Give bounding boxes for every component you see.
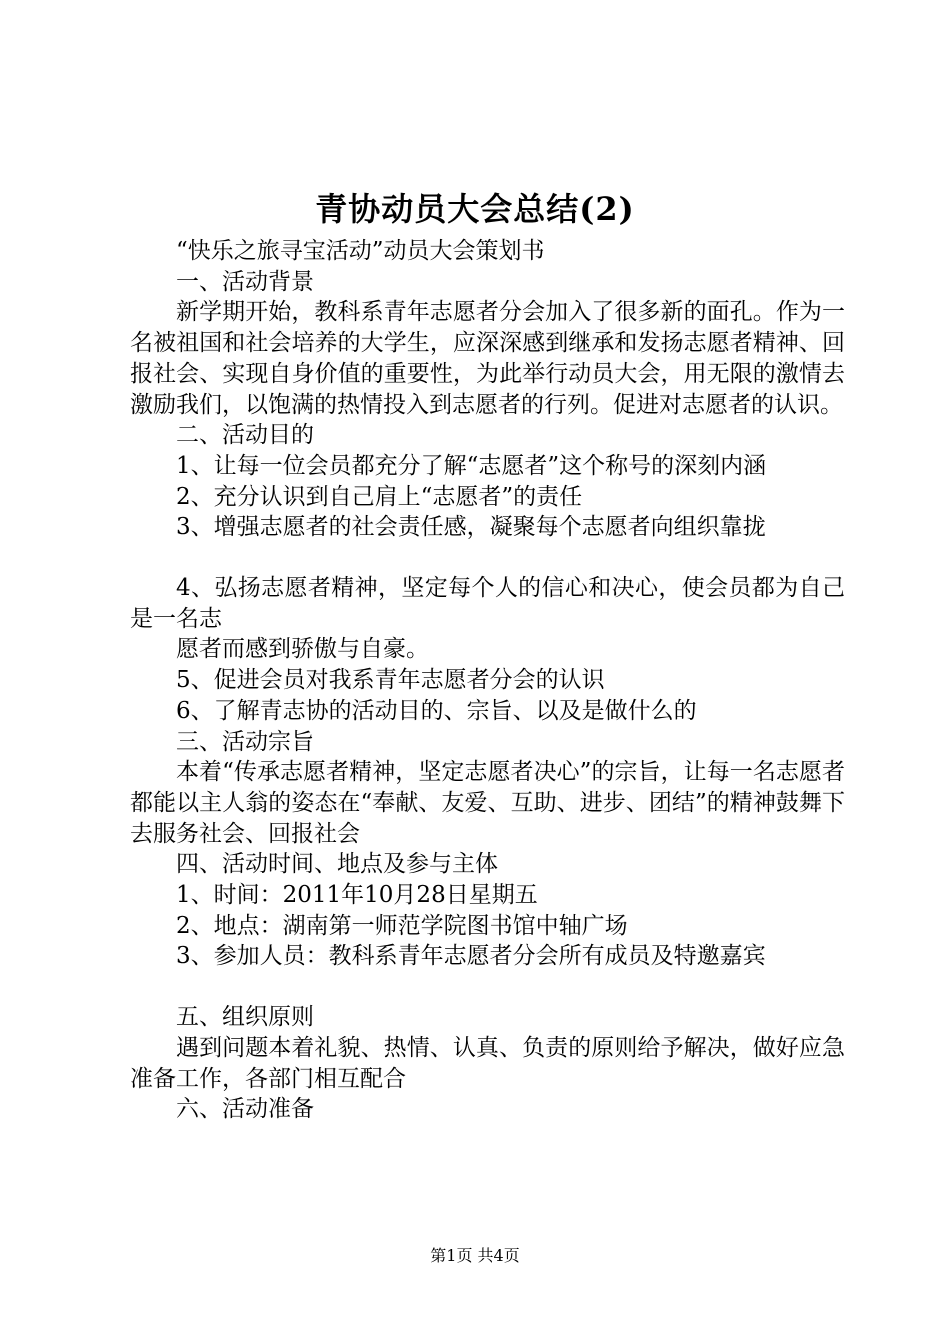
section-heading: 六、活动准备: [176, 1096, 314, 1123]
list-item: 5、促进会员对我系青年志愿者分会的认识: [176, 667, 605, 694]
list-item: 4、弘扬志愿者精神，坚定每个人的信心和决心，使会员都为自己是一名志: [130, 575, 845, 632]
list-item: 2、充分认识到自己肩上“志愿者”的责任: [176, 483, 583, 510]
list-item: 1、让每一位会员都充分了解“志愿者”这个称号的深刻内涵: [176, 452, 767, 479]
list-item-continuation: 愿者而感到骄傲与自豪。: [176, 636, 429, 663]
section-heading: 五、组织原则: [176, 1004, 314, 1031]
document-body: [130, 236, 845, 1125]
list-item: 3、参加人员：教科系青年志愿者分会所有成员及特邀嘉宾: [176, 943, 766, 970]
list-item: 3、增强志愿者的社会责任感，凝聚每个志愿者向组织靠拢: [176, 514, 766, 541]
section-heading: 四、活动时间、地点及参与主体: [176, 851, 498, 878]
list-item: 6、了解青志协的活动目的、宗旨、以及是做什么的: [176, 697, 697, 724]
body-paragraph: 遇到问题本着礼貌、热情、认真、负责的原则给予解决，做好应急准备工作，各部门相互配合: [130, 1034, 845, 1092]
document-title: 青协动员大会总结(2): [315, 190, 635, 228]
page-indicator: 第1页 共4页: [430, 1246, 520, 1265]
body-paragraph: 本着“传承志愿者精神，坚定志愿者决心”的宗旨，让每一名志愿者都能以主人翁的姿态在“奉献、友爱、互助、进步、团结”的精神鼓舞下去服务社会、回报社会: [130, 759, 845, 847]
list-item: 1、时间：2011年10月28日星期五: [176, 882, 538, 909]
list-item: 2、地点：湖南第一师范学院图书馆中轴广场: [176, 912, 628, 939]
plan-subtitle: “快乐之旅寻宝活动”动员大会策划书: [176, 238, 545, 264]
section-heading: 二、活动目的: [176, 422, 314, 449]
body-paragraph: 新学期开始，教科系青年志愿者分会加入了很多新的面孔。作为一名被祖国和社会培养的大学生，应深深感到继承和发扬志愿者精神、回报社会、实现自身价值的重要性，为此举行动员大会，用无限的激情去激励我们，以饱满的热情投入到志愿者的行列。促进对志愿者的认识。: [130, 299, 845, 418]
section-heading: 三、活动宗旨: [176, 728, 314, 755]
section-heading: 一、活动背景: [176, 268, 314, 295]
